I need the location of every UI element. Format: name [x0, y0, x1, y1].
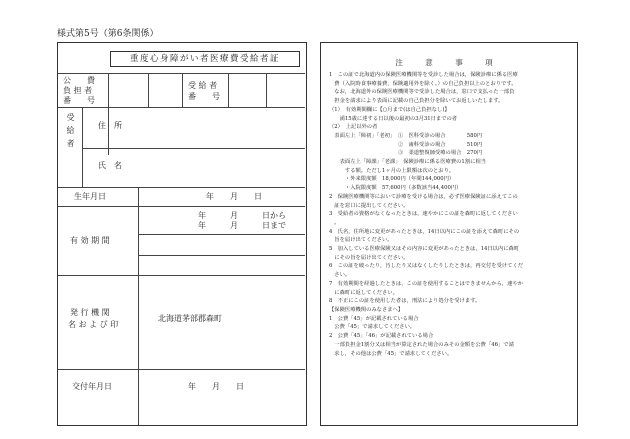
note-line: 1 この証で北海道内の保険医療機関等を受診した場合は，保険診療に係る医療 [329, 72, 518, 78]
note-line: 6 この証を破ったり，汚したり又はなくしたりしたときは，再交付を受けてくだ [329, 263, 524, 270]
divider [138, 234, 305, 235]
note-line: ・外来限度額 18,000円（年間144,000円） [329, 176, 455, 183]
validity-to: 年 月 日まで [198, 221, 286, 230]
note-line: 2 公費「45」「46」が記載されている場合 [329, 333, 434, 340]
note-line: （1） 有効期間欄に【○月まで(は自己負担なし)】 [329, 106, 450, 113]
notes-body [329, 71, 573, 358]
payer-number-label: 負 担 者 [63, 86, 93, 95]
note-line: にその旨を届け出てください。 [329, 254, 409, 261]
note-line: 満15歳に達する日以後の最初の3月31日までの者 [329, 115, 458, 122]
divider [138, 369, 139, 425]
note-line: ② 歯科受診の場合 510円 [329, 141, 483, 148]
note-line: 担金を請求により表面に記載の自己負担分を除いてお返しいたします。 [329, 98, 504, 105]
issue-date-label: 交付年月日 [72, 382, 112, 391]
note-line: 表面左上「障課」「老課」 保険診療に係る医療費の1割に相当 [329, 159, 486, 166]
divider [148, 73, 149, 107]
divider [138, 255, 305, 256]
divider [58, 187, 305, 188]
divider [58, 107, 305, 108]
payer-number-label: 番 号 [63, 96, 95, 105]
issuer-label: 名 お よ び 印 [68, 320, 119, 329]
note-line: 証を窓口に提出してください。 [329, 202, 409, 209]
note-line: する額。ただし1ヶ月の上限額は次のとおり。 [329, 167, 455, 174]
note-line: 表面左上「障初」「老初」 ① 医科受診の場合 580円 [329, 132, 483, 139]
note-line: 求し，その他は公費「45」で請求してください。 [329, 350, 453, 357]
divider [82, 107, 83, 187]
note-line: 【保険医療機関のみなさまへ】 [329, 306, 404, 313]
note-line: なお，北海道外の保険医療機関等で受診した場合は，窓口で支払った一部負 [329, 89, 515, 96]
note-line: に森町に返してください。 [329, 289, 398, 296]
validity-label: 有 効 期 間 [70, 236, 110, 245]
validity-from: 年 月 日から [198, 211, 286, 220]
divider [58, 369, 305, 370]
certificate-front [57, 42, 307, 426]
note-line: ・入院限度額 57,600円（多数該当44,400円） [329, 185, 462, 192]
divider [82, 148, 305, 149]
divider [108, 73, 109, 155]
recipient-group-label: 受給者 [66, 113, 75, 152]
divider [58, 275, 305, 276]
name-label: 氏 名 [98, 161, 122, 170]
payer-number-label: 公 費 [63, 76, 95, 85]
note-line: 1 公費「45」が記載されている場合 [329, 315, 419, 322]
note-line: 一部負担金1割分又は相当が算定された場合のみその金額を公費「46」で請 [329, 341, 514, 348]
note-line: 5 加入している医療保険又はその内容に変更があったときは，14日以内に森町 [329, 246, 520, 253]
form-number-label: 様式第5号（第6条関係） [57, 29, 159, 39]
note-line: ③ 柔道整復師受療の場合 270円 [329, 150, 483, 157]
divider [228, 73, 229, 107]
note-line: （2） 上記以外の者 [329, 124, 378, 131]
issue-date-value: 年 月 日 [188, 382, 244, 391]
note-line: 3 受給者の資格がなくなったときは，速やかにこの証を森町に返してください [329, 211, 518, 218]
divider [138, 187, 139, 369]
recipient-number-label: 番 号 [188, 92, 220, 101]
divider [182, 73, 183, 107]
birth-date-value: 年 月 日 [206, 192, 262, 201]
note-line: 。 [329, 219, 340, 226]
birth-date-label: 生年月日 [74, 192, 106, 201]
issuer-value: 北海道茅部郡森町 [158, 314, 222, 323]
recipient-number-label: 受 給 者 [188, 81, 218, 90]
note-line: 公費「45」で請求してください。 [329, 324, 416, 331]
divider [266, 73, 267, 107]
note-line: 8 不正にこの証を使用した者は，刑法により処分を受けます。 [329, 298, 481, 305]
note-line: 7 有効期間を経過したときは，この証を使用することはできませんから，速やか [329, 280, 524, 287]
certificate-title: 重度心身障がい者医療費受給者証 [110, 51, 300, 67]
address-label: 住 所 [98, 121, 122, 130]
note-line: さい。 [329, 272, 351, 279]
issuer-label: 発 行 機 関 [70, 308, 110, 317]
note-line: 旨を届け出てください。 [329, 237, 393, 244]
note-line: 費（入院時食事療養費，保険適用外を除く。）の自己負担以上のとおりです。 [329, 80, 517, 87]
certificate-back [320, 42, 578, 426]
note-line: 2 保険医療機関等において診療を受ける場合は，必ず医療保険証に添えてこの [329, 193, 518, 200]
note-line: 4 氏名，住所地に変更があったときは，14日以内にこの証を添えて森町にその [329, 228, 520, 235]
divider [58, 206, 305, 207]
notes-heading: 注 意 事 項 [395, 58, 503, 67]
